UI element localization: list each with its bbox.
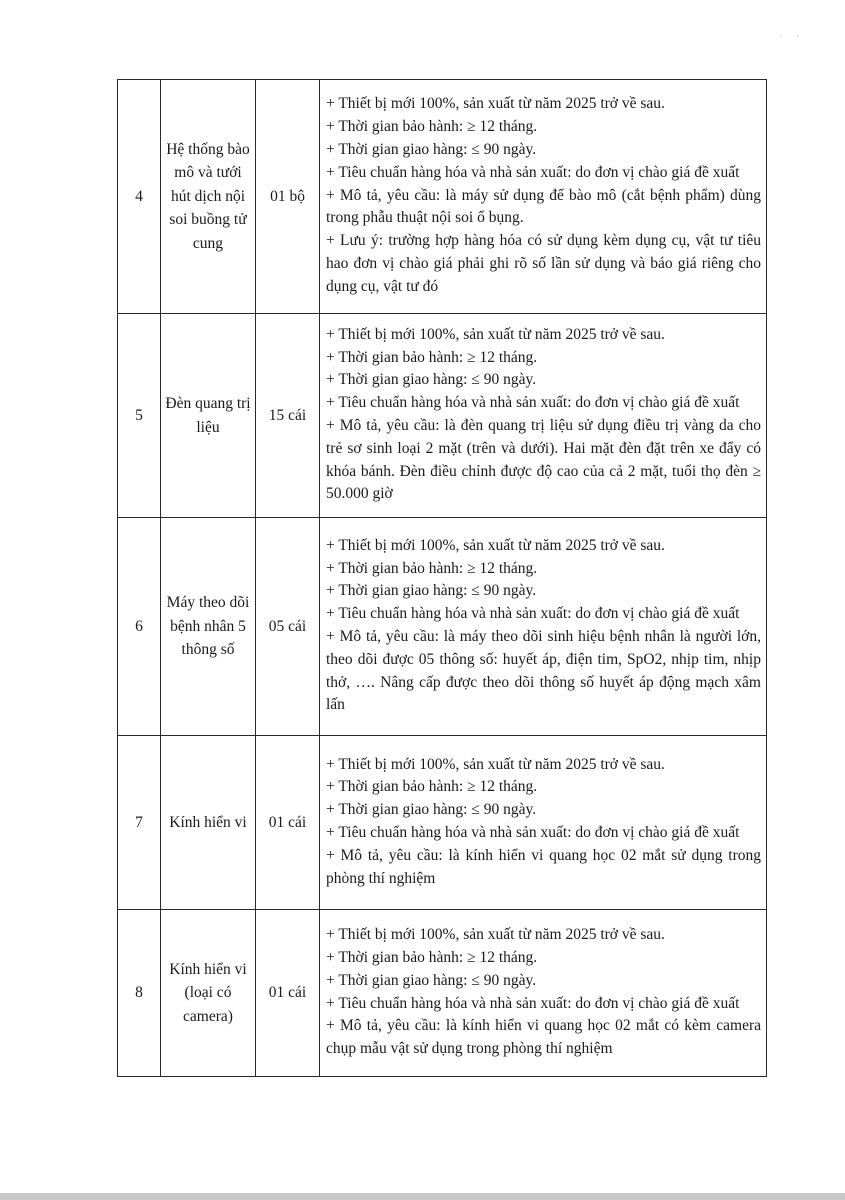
item-name: Kính hiển vi (loại có camera) [161,910,256,1077]
requirement-line: + Thời gian giao hàng: ≤ 90 ngày. [326,582,537,600]
requirement-line: + Tiêu chuẩn hàng hóa và nhà sản xuất: do đơn vị chào giá đề xuất [326,824,740,841]
requirement-line: + Mô tả, yêu cầu: là kính hiển vi quang học 02 mắt sử dụng trong phòng thí nghiệm [326,846,761,887]
scan-specks: · · [779,32,805,41]
requirement-line: + Thiết bị mới 100%, sản xuất từ năm 2025 trở về sau. [326,95,665,113]
item-name: Đèn quang trị liệu [161,314,256,518]
table-row [118,80,767,314]
requirement-line: + Thời gian bảo hành: ≥ 12 tháng. [326,948,538,966]
item-name: Hệ thống bào mô và tưới hút dịch nội soi buồng tử cung [161,80,256,314]
requirement-line: + Thời gian bảo hành: ≥ 12 tháng. [326,118,538,136]
table-row [118,736,767,910]
requirement-line: + Mô tả, yêu cầu: là đèn quang trị liệu sử dụng điều trị vàng da cho trẻ sơ sinh loại 2 mặt (trên và dưới). Hai mặt đèn đặt trên xe đẩy có khóa bánh. Đèn điều chỉnh được độ cao của cả 2 mặt, tuổi thọ đèn ≥ 50.000 giờ [326,417,761,503]
requirement-line: + Thời gian giao hàng: ≤ 90 ngày. [326,971,537,989]
row-number: 6 [118,518,161,736]
table-row [118,910,767,1077]
requirement-line: + Thiết bị mới 100%, sản xuất từ năm 2025 trở về sau. [326,926,665,944]
requirement-line: + Thời gian bảo hành: ≥ 12 tháng. [326,348,538,366]
requirement-line: + Mô tả, yêu cầu: là kính hiển vi quang học 02 mắt có kèm camera chụp mẫu vật sử dụng trong phòng thí nghiệm [326,1017,761,1058]
requirement-line: + Thời gian giao hàng: ≤ 90 ngày. [326,801,537,819]
requirement-line: + Thời gian bảo hành: ≥ 12 tháng. [326,778,538,796]
equipment-table-wrapper [117,79,767,1077]
item-quantity: 01 cái [256,736,320,910]
item-requirements [320,736,767,910]
requirement-line: + Thời gian giao hàng: ≤ 90 ngày. [326,141,537,158]
requirement-line: + Tiêu chuẩn hàng hóa và nhà sản xuất: do đơn vị chào giá đề xuất [326,605,740,623]
row-number: 7 [118,736,161,910]
row-number: 8 [118,910,161,1077]
item-requirements [320,518,767,736]
equipment-table [117,79,767,1077]
table-row [118,314,767,518]
requirement-line: + Thời gian giao hàng: ≤ 90 ngày. [326,371,537,389]
item-name: Máy theo dõi bệnh nhân 5 thông số [161,518,256,736]
table-row [118,518,767,736]
item-requirements [320,314,767,518]
item-quantity: 05 cái [256,518,320,736]
row-number: 4 [118,80,161,314]
requirement-line: + Mô tả, yêu cầu: là máy theo dõi sinh hiệu bệnh nhân là người lớn, theo dõi được 05 thông số: huyết áp, điện tim, SpO2, nhịp tim, nhịp thở, …. Nâng cấp được theo dõi thông số huyết áp động mạch xâm lấn [326,628,761,714]
scan-edge-band [0,1193,845,1200]
requirement-line: + Tiêu chuẩn hàng hóa và nhà sản xuất: do đơn vị chào giá đề xuất [326,994,740,1012]
item-requirements [320,80,767,314]
item-quantity: 01 bộ [256,80,320,314]
requirement-line: + Thiết bị mới 100%, sản xuất từ năm 2025 trở về sau. [326,755,665,773]
requirement-line: + Tiêu chuẩn hàng hóa và nhà sản xuất: do đơn vị chào giá đề xuất [326,163,740,181]
item-quantity: 01 cái [256,910,320,1077]
item-quantity: 15 cái [256,314,320,518]
row-number: 5 [118,314,161,518]
requirement-line: + Thiết bị mới 100%, sản xuất từ năm 2025 trở về sau. [326,325,665,343]
requirement-line: + Thiết bị mới 100%, sản xuất từ năm 2025 trở về sau. [326,536,665,554]
requirement-line: + Lưu ý: trường hợp hàng hóa có sử dụng kèm dụng cụ, vật tư tiêu hao đơn vị chào giá phải ghi rõ số lần sử dụng và báo giá riêng cho dụng cụ, vật tư đó [326,232,761,295]
requirement-line: + Mô tả, yêu cầu: là máy sử dụng để bào mô (cắt bệnh phẩm) dùng trong phẫu thuật nội soi ổ bụng. [326,186,761,227]
requirement-line: + Thời gian bảo hành: ≥ 12 tháng. [326,559,538,577]
requirement-line: + Tiêu chuẩn hàng hóa và nhà sản xuất: do đơn vị chào giá đề xuất [326,394,740,412]
item-name: Kính hiển vi [161,736,256,910]
item-requirements [320,910,767,1077]
